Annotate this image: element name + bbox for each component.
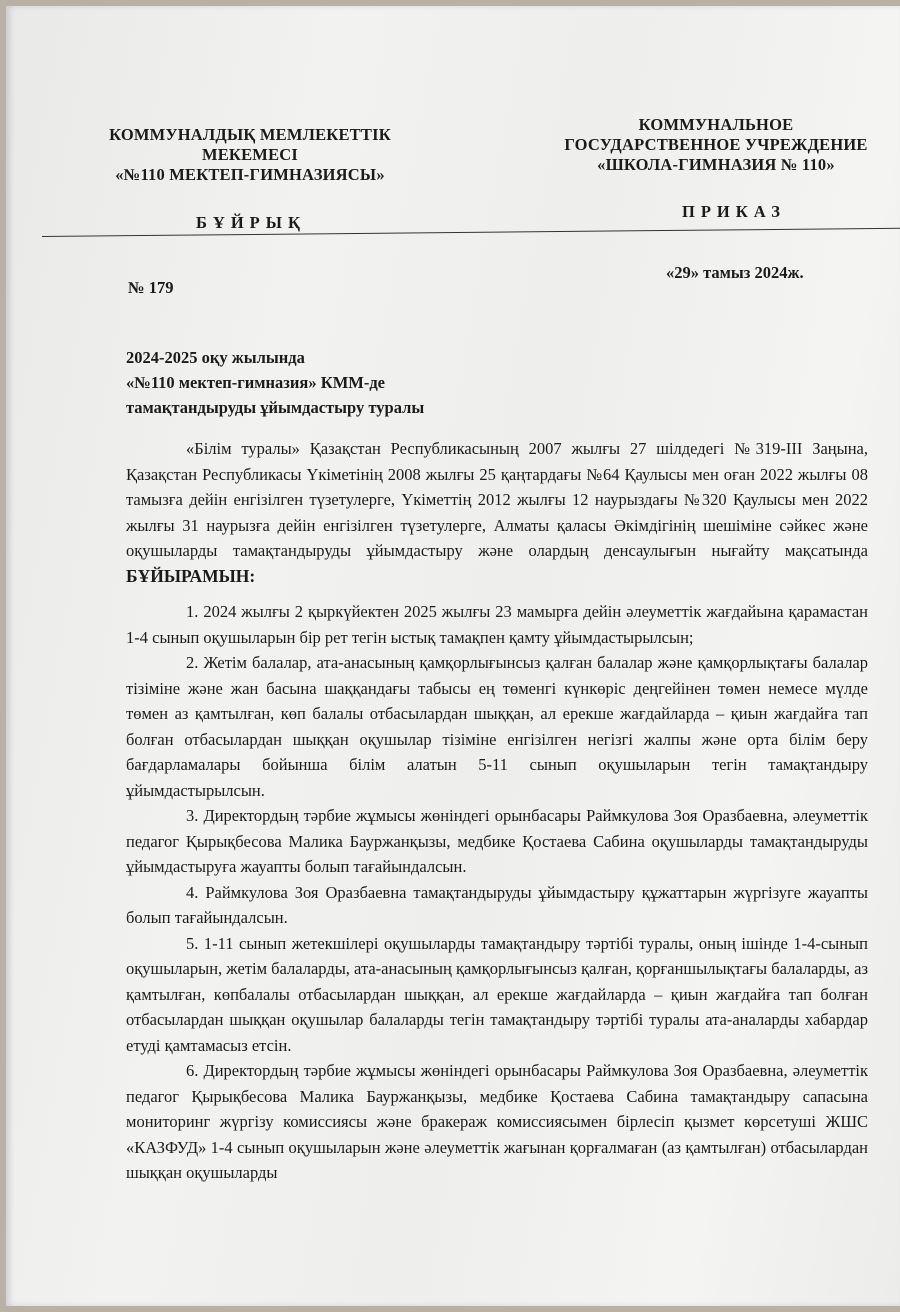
header-russian-institution	[546, 115, 886, 175]
order-item-5: 5. 1-11 сынып жетекшілері оқушыларды тамақтандыру тәртібі туралы, оның ішінде 1-4-сынып оқушыларын, жетім балаларды, ата-анасының қамқорлығынсыз қалған, қорғаншылықтағы балаларды, аз қамтылған, көпбалалы отбасылардан шыққан, ал ерекше жағдайларда – қиын жағдайға тап болған отбасылардан шыққан оқушылар балаларды тегін тамақтандыру тәртібі туралы ата-аналарды хабардар етуді қамтамасыз етсін.	[126, 933, 868, 1055]
preamble-paragraph	[126, 436, 868, 589]
header-divider	[42, 228, 900, 237]
order-word-kazakh: БҰЙРЫҚ	[196, 213, 306, 232]
order-word-russian: ПРИКАЗ	[682, 202, 786, 221]
order-number: № 179	[128, 278, 174, 297]
document-page	[6, 6, 900, 1306]
order-item-1: 1. 2024 жылғы 2 қыркүйектен 2025 жылғы 23 мамырға дейін әлеуметтік жағдайына қарамастан 1-4 сынып оқушыларын бір рет тегін ыстық тамақпен қамту ұйымдастырылсын;	[126, 602, 868, 647]
order-item-4: 4. Раймкулова Зоя Оразбаевна тамақтандыруды ұйымдастыру құжаттарын жүргізуге жауапты болып тағайындалсын.	[126, 882, 868, 927]
header-line: КОММУНАЛДЫҚ МЕМЛЕКЕТТІК	[109, 125, 391, 144]
subject-line: 2024-2025 оқу жылында	[126, 348, 305, 367]
directive-word: БҰЙЫРАМЫН:	[126, 565, 256, 586]
order-subject	[126, 345, 424, 420]
order-item-2: 2. Жетім балалар, ата-анасының қамқорлығынсыз қалған балалар және қамқорлықтағы балалар тізіміне және жан басына шаққандағы табысы ең төменгі күнкөріс деңгейінен төмен немесе мүлде төмен аз қамтылған, көп балалы отбасылардан шыққан, ал ерекше жағдайларда – қиын жағдайға тап болған отбасылардан шыққан оқушылар тізіміне енгізілген негізгі жалпы және орта білім беру бағдарламалары бойынша білім алатын 5-11 сынып оқушыларын тегін тамақтандыру ұйымдастырылсын.	[126, 653, 868, 800]
order-item-3: 3. Директордың тәрбие жұмысы жөніндегі орынбасары Раймкулова Зоя Оразбаевна, әлеуметтік педагог Қырықбесова Малика Бауржанқызы, медбике Қостаева Сабина оқушыларды тамақтандыруды ұйымдастыруға жауапты болып тағайындалсын.	[126, 806, 868, 876]
order-date: «29» тамыз 2024ж.	[666, 263, 804, 282]
header-line: «№110 МЕКТЕП-ГИМНАЗИЯСЫ»	[115, 165, 385, 184]
header-kazakh-institution	[82, 125, 418, 185]
header-line: «ШКОЛА-ГИМНАЗИЯ № 110»	[597, 155, 835, 174]
order-body	[126, 436, 868, 1186]
subject-line: тамақтандыруды ұйымдастыру туралы	[126, 398, 425, 417]
header-line: МЕКЕМЕСІ	[201, 145, 299, 164]
preamble-text: «Білім туралы» Қазақстан Республикасының 2007 жылғы 27 шілдедегі №319-ІІІ Заңына, Қазақстан Республикасы Үкіметінің 2008 жылғы 25 қаңтардағы №64 Қаулысы мен оған 2022 жылғы 08 тамызға дейін енгізілген түзетулерге, Үкіметтің 2012 жылғы 12 наурыздағы №320 Қаулысы мен 2022 жылғы 31 наурызға дейін енгізілген түзетулерге, Алматы қаласы Әкімдігінің шешіміне сәйкес және оқушыларды тамақтандыруды ұйымдастыру және олардың денсаулығын нығайту мақсатында	[126, 439, 868, 560]
order-item-6: 6. Директордың тәрбие жұмысы жөніндегі орынбасары Раймкулова Зоя Оразбаевна, әлеуметтік педагог Қырықбесова Малика Бауржанқызы, медбике Қостаева Сабина тамақтандыру сапасына мониторинг жүргізу комиссиясы және бракераж комиссиясымен бірлесіп қызмет көрсетуші ЖШС «КАЗФУД» 1-4 сынып оқушыларын және әлеуметтік жағынан қорғалмаған (аз қамтылған) отбасылардан шыққан оқушыларды	[126, 1061, 868, 1182]
header-line: ГОСУДАРСТВЕННОЕ УЧРЕЖДЕНИЕ	[564, 135, 868, 154]
header-line: КОММУНАЛЬНОЕ	[638, 115, 794, 134]
subject-line: «№110 мектеп-гимназия» КММ-де	[126, 373, 386, 392]
